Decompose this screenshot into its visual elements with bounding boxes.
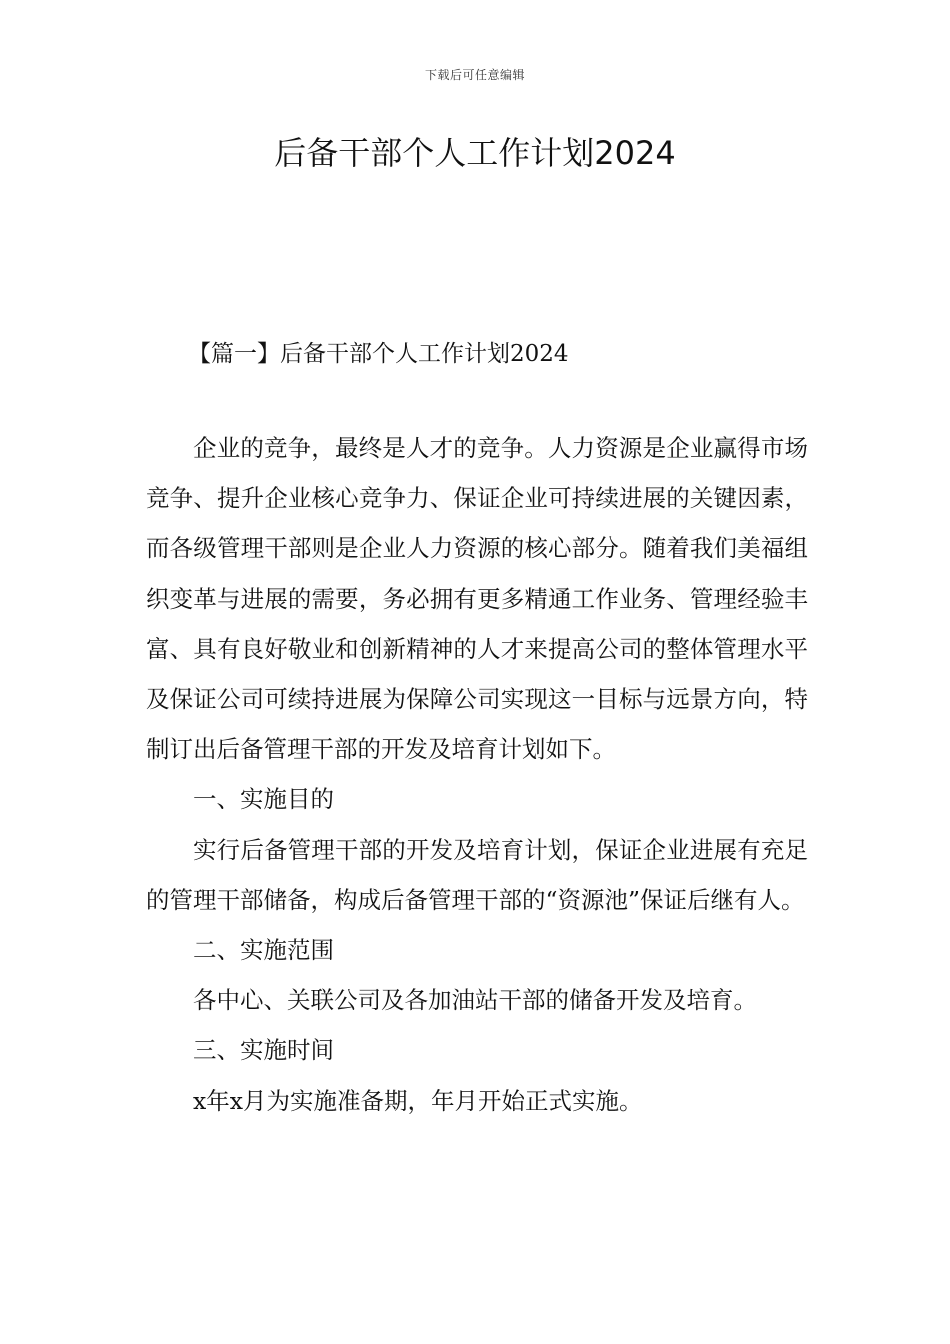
heading-schedule: 三、实施时间 bbox=[193, 1036, 334, 1065]
section-heading: 【篇一】后备干部个人工作计划2024 bbox=[188, 341, 569, 367]
heading-scope: 二、实施范围 bbox=[193, 936, 334, 965]
document-title: 后备干部个人工作计划2024 bbox=[274, 134, 676, 172]
scope-paragraph: 各中心、关联公司及各加油站干部的储备开发及培育。 bbox=[193, 986, 757, 1015]
document-body bbox=[146, 423, 808, 1126]
intro-paragraph: 企业的竞争，最终是人才的竞争。人力资源是企业赢得市场竞争、提升企业核心竞争力、保证企业可持续进展的关键因素，而各级管理干部则是企业人力资源的核心部分。随着我们美福组织变革与进展的需要，务必拥有更多精通工作业务、管理经验丰富、具有良好敬业和创新精神的人才来提高公司的整体管理水平及保证公司可续持进展为保障公司实现这一目标与远景方向，特制订出后备管理干部的开发及培育计划如下。 bbox=[146, 434, 808, 764]
heading-purpose: 一、实施目的 bbox=[193, 785, 334, 814]
purpose-paragraph: 实行后备管理干部的开发及培育计划，保证企业进展有充足的管理干部储备，构成后备管理干部的“资源池”保证后继有人。 bbox=[146, 835, 808, 914]
schedule-paragraph: x年x月为实施准备期，年月开始正式实施。 bbox=[193, 1086, 643, 1115]
header-note: 下载后可任意编辑 bbox=[424, 68, 525, 82]
